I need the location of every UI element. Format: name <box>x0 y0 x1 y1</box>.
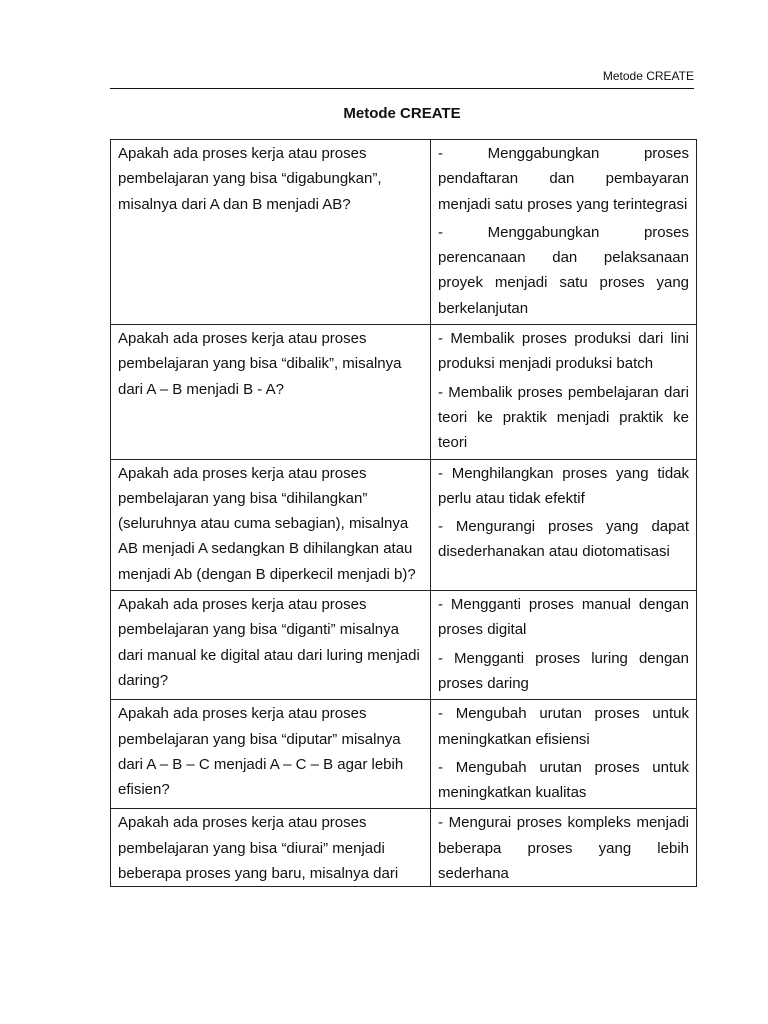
answer-item: - Membalik proses produksi dari lini produksi menjadi produksi batch <box>438 330 689 373</box>
answer-item: - Mengurai proses kompleks menjadi beberapa proses yang lebih sederhana <box>438 814 689 883</box>
answer-item: - Mengurangi proses yang dapat disederhanakan atau diotomatisasi <box>438 518 689 561</box>
answer-cell <box>431 140 697 325</box>
answer-item: - Mengganti proses manual dengan proses digital <box>438 596 689 639</box>
question-cell: Apakah ada proses kerja atau proses pembelajaran yang bisa “digabungkan”, misalnya dari A dan B menjadi AB? <box>111 140 431 325</box>
question-cell: Apakah ada proses kerja atau proses pembelajaran yang bisa “dibalik”, misalnya dari A – B menjadi B - A? <box>111 325 431 459</box>
question-cell: Apakah ada proses kerja atau proses pembelajaran yang bisa “diganti” misalnya dari manual ke digital atau dari luring menjadi daring? <box>111 591 431 700</box>
document-title: Metode CREATE <box>343 105 461 122</box>
answer-item: - Menggabungkan proses perencanaan dan pelaksanaan proyek menjadi satu proses yang berkelanjutan <box>438 223 689 317</box>
answer-item: - Membalik proses pembelajaran dari teori ke praktik menjadi praktik ke teori <box>438 383 689 452</box>
table-row <box>111 700 697 809</box>
question-cell: Apakah ada proses kerja atau proses pembelajaran yang bisa “diputar” misalnya dari A – B – C menjadi A – C – B agar lebih efisien? <box>111 700 431 809</box>
answer-item: - Mengganti proses luring dengan proses daring <box>438 649 689 692</box>
header-rule <box>110 88 694 89</box>
answer-cell <box>431 809 697 887</box>
answer-item: - Mengubah urutan proses untuk meningkatkan efisiensi <box>438 705 689 748</box>
table-row <box>111 591 697 700</box>
question-cell: Apakah ada proses kerja atau proses pembelajaran yang bisa “dihilangkan” (seluruhnya atau cuma sebagian), misalnya AB menjadi A sedangkan B dihilangkan atau menjadi Ab (dengan B diperkecil menjadi b)? <box>111 459 431 590</box>
answer-item: - Mengubah urutan proses untuk meningkatkan kualitas <box>438 758 689 802</box>
answer-cell <box>431 591 697 700</box>
answer-cell <box>431 325 697 459</box>
table-row <box>111 140 697 325</box>
create-method-table <box>110 139 697 887</box>
running-header: Metode CREATE <box>602 69 694 83</box>
table-row <box>111 809 697 887</box>
answer-item: - Menghilangkan proses yang tidak perlu atau tidak efektif <box>438 464 689 507</box>
answer-item: - Menggabungkan proses pendaftaran dan pembayaran menjadi satu proses yang terintegrasi <box>438 145 689 213</box>
answer-cell <box>431 700 697 809</box>
table-row <box>111 459 697 590</box>
table-row <box>111 325 697 459</box>
question-cell: Apakah ada proses kerja atau proses pembelajaran yang bisa “diurai” menjadi beberapa proses yang baru, misalnya dari <box>111 809 431 887</box>
answer-cell <box>431 459 697 590</box>
